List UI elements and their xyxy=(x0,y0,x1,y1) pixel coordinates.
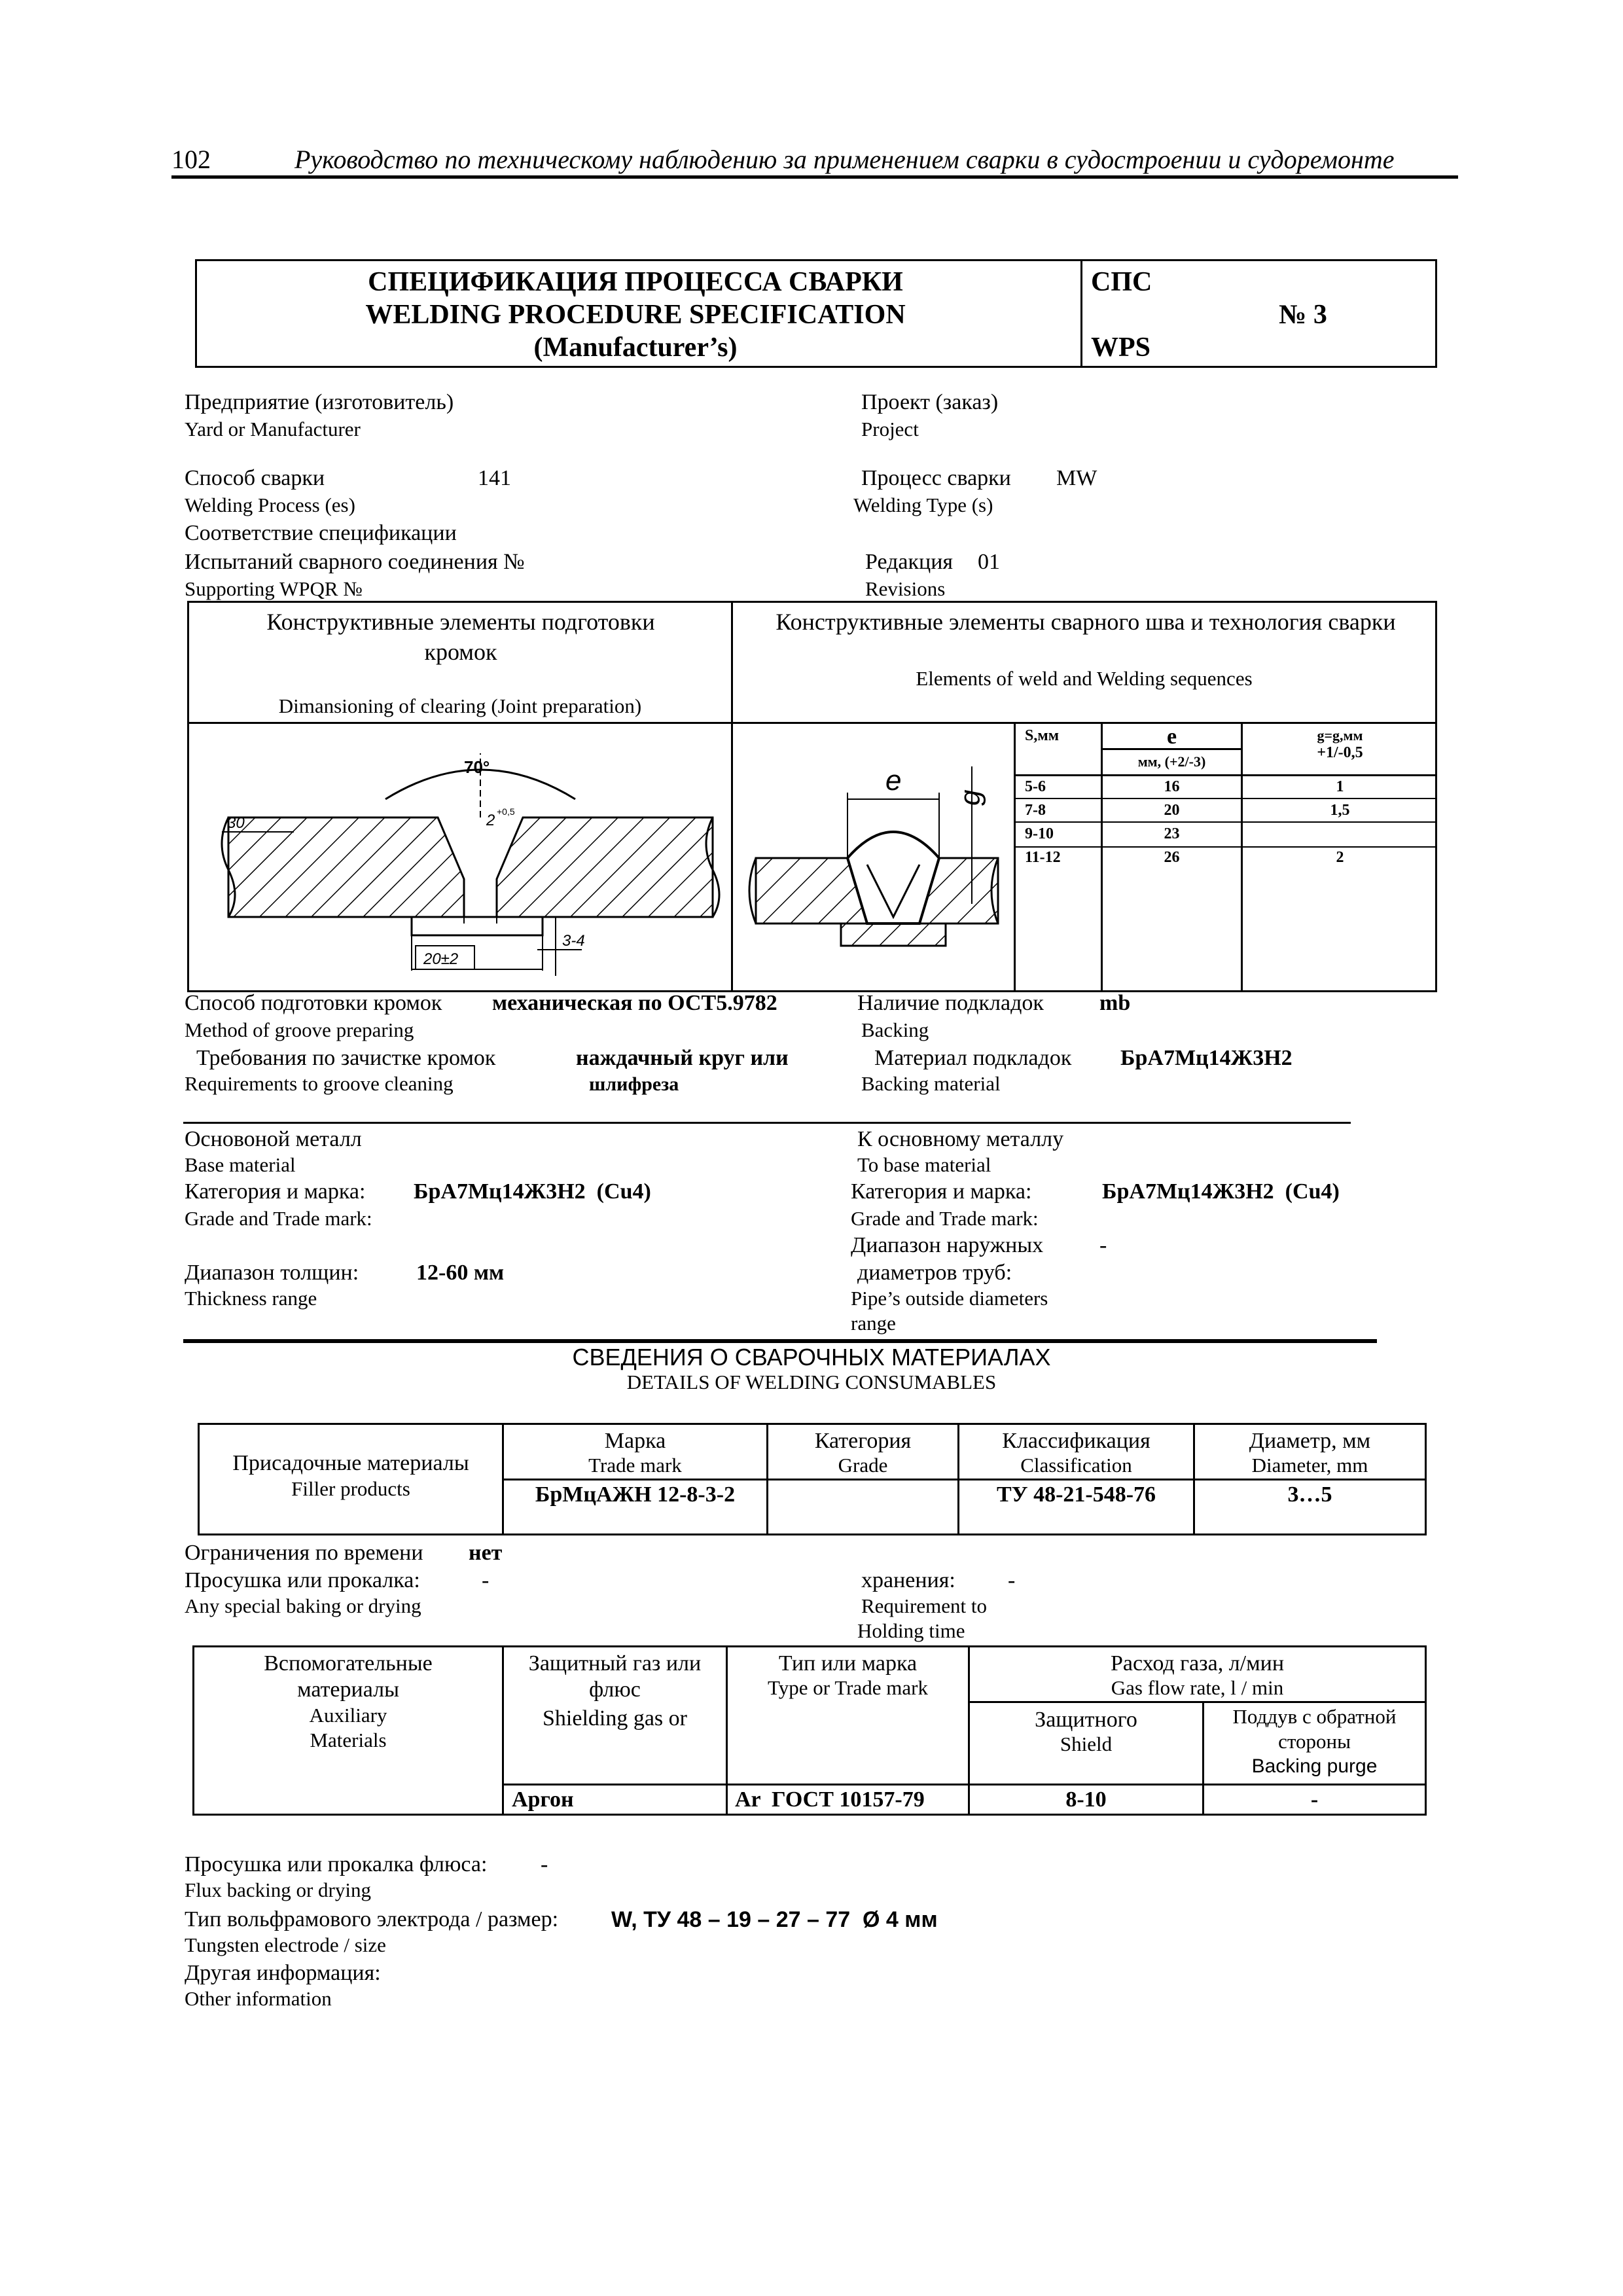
dims-row-line-2 xyxy=(1016,821,1437,823)
flux-label: Просушка или прокалка флюса: xyxy=(185,1852,488,1876)
right-header-ru: Конструктивные элементы сварного шва и технология сварки xyxy=(776,609,1396,635)
other-info-label-en: Other information xyxy=(185,1987,332,2010)
dims-row-1-s: 5-6 xyxy=(1025,778,1046,795)
title-divider xyxy=(1080,261,1082,366)
section-rule-1 xyxy=(183,1122,1351,1124)
flow-header: Расход газа, л/мин xyxy=(1110,1651,1285,1676)
weld-drawing xyxy=(736,727,1011,989)
cleaning-label-en: Requirements to groove cleaning xyxy=(185,1072,454,1095)
dims-header-line xyxy=(1016,774,1437,776)
conformity-label: Соответствие спецификации xyxy=(185,521,457,545)
backing-label-en: Backing xyxy=(861,1018,929,1041)
manufacturer-label: Предприятие (изготовитель) xyxy=(185,390,454,414)
to-base-label: К основному металлу xyxy=(857,1127,1064,1151)
dims-s-header: S,мм xyxy=(1025,727,1060,744)
project-label-en: Project xyxy=(861,418,919,440)
thickness-value: 12-60 мм xyxy=(416,1261,505,1285)
storage-label: хранения: xyxy=(861,1568,955,1592)
gas-header-2: флюс xyxy=(589,1677,641,1702)
revision-value: 01 xyxy=(978,550,1000,574)
class-value: ТУ 48-21-548-76 xyxy=(996,1482,1156,1507)
aux-flow-line xyxy=(968,1701,1425,1703)
gas-header-en: Shielding gas or xyxy=(543,1706,687,1731)
storage-value: - xyxy=(1008,1568,1016,1592)
class-header: Классификация xyxy=(1002,1429,1150,1453)
backing-width-label: 20±2 xyxy=(423,950,459,968)
left-header-ru: Конструктивные элементы подготовки кромок xyxy=(266,609,655,665)
dims-row-1-e: 16 xyxy=(1164,778,1180,795)
diam-header-en: Diameter, mm xyxy=(1251,1454,1368,1477)
dims-row-2-g: 1,5 xyxy=(1330,802,1350,819)
tungsten-label-en: Tungsten electrode / size xyxy=(185,1933,386,1956)
dims-row-4-g: 2 xyxy=(1336,849,1344,866)
time-limit-value: нет xyxy=(469,1541,503,1565)
offset-label: 3-4 xyxy=(562,932,585,950)
type-label-en: Welding Type (s) xyxy=(853,493,993,516)
revision-label: Редакция xyxy=(865,550,954,574)
class-header-en: Classification xyxy=(1020,1454,1132,1477)
type-header: Тип или марка xyxy=(778,1651,918,1676)
wps-number: № 3 xyxy=(1279,300,1327,330)
thickness-label: Диапазон толщин: xyxy=(185,1261,359,1285)
diam-header: Диаметр, мм xyxy=(1249,1429,1371,1453)
type-value-cell: Ar ГОСТ 10157-79 xyxy=(735,1787,925,1812)
cleaning-label: Требования по зачистке кромок xyxy=(196,1046,496,1070)
base-metal-label-en: Base material xyxy=(185,1153,296,1176)
gas-value: Аргон xyxy=(512,1787,574,1812)
code-en: WPS xyxy=(1091,332,1151,363)
diam-label-2: диаметров труб: xyxy=(857,1261,1012,1285)
backing-material-label: Материал подкладок xyxy=(874,1046,1072,1070)
backing-value: mb xyxy=(1099,991,1131,1015)
shield-value: 8-10 xyxy=(1065,1787,1107,1812)
aux-label-2: материалы xyxy=(297,1677,399,1702)
type-label: Процесс сварки xyxy=(861,466,1011,490)
title-subtitle: (Manufacturer’s) xyxy=(533,332,738,363)
consumables-title-en: DETAILS OF WELDING CONSUMABLES xyxy=(626,1371,997,1393)
grade-label-en: Grade and Trade mark: xyxy=(185,1207,372,1230)
joint-col-divider xyxy=(731,603,733,990)
diam-value: - xyxy=(1099,1233,1107,1257)
page-number: 102 xyxy=(171,145,211,174)
dims-e-header: e xyxy=(1166,725,1177,749)
aux-label-en-1: Auxiliary xyxy=(309,1704,387,1727)
thickness-label-en: Thickness range xyxy=(185,1287,317,1310)
manufacturer-label-en: Yard or Manufacturer xyxy=(185,418,361,440)
angle-label: 70° xyxy=(464,757,490,777)
revision-label-en: Revisions xyxy=(865,577,946,600)
dims-e-sub: мм, (+2/-3) xyxy=(1137,753,1206,770)
shield-header-en: Shield xyxy=(1060,1732,1113,1755)
filler-header-line xyxy=(502,1479,1425,1480)
cleaning-value-1: наждачный круг или xyxy=(576,1046,789,1070)
process-label-en: Welding Process (es) xyxy=(185,493,355,516)
auxiliary-table xyxy=(192,1645,1427,1816)
title-ru: СПЕЦИФИКАЦИЯ ПРОЦЕССА СВАРКИ xyxy=(368,267,903,297)
running-title: Руководство по техническому наблюдению за применением сварки в судостроении и судоремонте xyxy=(294,145,1395,174)
dims-row-line-3 xyxy=(1016,846,1437,848)
grade-header-en: Grade xyxy=(838,1454,888,1477)
type-header-en: Type or Trade mark xyxy=(768,1676,928,1699)
grade2-label-en: Grade and Trade mark: xyxy=(851,1207,1039,1230)
diam-value-cell: 3…5 xyxy=(1287,1482,1332,1507)
baking-label: Просушка или прокалка: xyxy=(185,1568,420,1592)
other-info-label: Другая информация: xyxy=(185,1961,381,1985)
aux-label-en-2: Materials xyxy=(310,1729,387,1751)
cleaning-value-2: шлифреза xyxy=(589,1073,679,1095)
base-metal-label: Основоной металл xyxy=(185,1127,362,1151)
gas-header-1: Защитный газ или xyxy=(528,1651,702,1676)
dims-row-2-s: 7-8 xyxy=(1025,802,1046,819)
grade-label: Категория и марка: xyxy=(185,1179,366,1204)
grade-header: Категория xyxy=(814,1429,912,1453)
dims-table xyxy=(1014,722,1437,990)
flux-label-en: Flux backing or drying xyxy=(185,1878,371,1901)
dims-row-4-s: 11-12 xyxy=(1025,849,1061,866)
dims-row-4-e: 26 xyxy=(1164,849,1180,866)
code-ru: СПС xyxy=(1091,267,1152,297)
baking-label-en: Any special baking or drying xyxy=(185,1594,421,1617)
dims-row-3-s: 9-10 xyxy=(1025,825,1054,842)
right-header-en: Elements of weld and Welding sequences xyxy=(916,667,1253,690)
dims-row-2-e: 20 xyxy=(1164,802,1180,819)
backing-material-value: БрА7Мц14Ж3Н2 xyxy=(1120,1046,1293,1070)
grade2-label: Категория и марка: xyxy=(851,1179,1032,1204)
filler-label: Присадочные материалы xyxy=(232,1451,469,1475)
mark-header: Марка xyxy=(604,1429,666,1453)
filler-label-en: Filler products xyxy=(291,1477,410,1500)
dims-row-3-e: 23 xyxy=(1164,825,1180,842)
dims-row-line-1 xyxy=(1016,798,1437,799)
type-value: MW xyxy=(1056,466,1097,490)
process-label: Способ сварки xyxy=(185,466,325,490)
diam-label-1: Диапазон наружных xyxy=(851,1233,1044,1257)
tungsten-value: W, ТУ 48 – 19 – 27 – 77 Ø 4 мм xyxy=(611,1907,938,1932)
dims-g-sub: +1/-0,5 xyxy=(1317,744,1363,761)
grade2-value: БрА7Мц14Ж3Н2 (Cu4) xyxy=(1102,1179,1340,1204)
dims-row-1-g: 1 xyxy=(1336,778,1344,795)
to-base-label-en: To base material xyxy=(857,1153,991,1176)
time-limit-label: Ограничения по времени xyxy=(185,1541,423,1565)
header-rule xyxy=(171,175,1458,179)
aux-value-line xyxy=(502,1784,1425,1785)
joint-preparation-drawing xyxy=(215,727,726,989)
gap-label: 2 xyxy=(486,812,495,829)
bevel-label: 30 xyxy=(227,814,245,832)
tungsten-label: Тип вольфрамового электрода / размер: xyxy=(185,1907,559,1931)
aux-label-1: Вспомогательные xyxy=(264,1651,433,1676)
mark-value: БрМцАЖН 12-8-3-2 xyxy=(535,1482,736,1507)
purge-header-1: Поддув с обратной xyxy=(1232,1705,1397,1728)
wpqr-label-en: Supporting WPQR № xyxy=(185,577,363,600)
g-label: g xyxy=(954,789,986,806)
dims-g-header: g=g,мм xyxy=(1317,727,1363,744)
process-value: 141 xyxy=(478,466,511,490)
purge-value: - xyxy=(1310,1787,1319,1812)
gap-tolerance: +0,5 xyxy=(497,806,515,817)
consumables-title: СВЕДЕНИЯ О СВАРОЧНЫХ МАТЕРИАЛАХ xyxy=(572,1344,1051,1371)
backing-material-label-en: Backing material xyxy=(861,1072,1001,1095)
flux-value: - xyxy=(541,1852,548,1876)
diam-label-en-2: range xyxy=(851,1312,896,1335)
e-label: e xyxy=(885,764,902,797)
backing-label: Наличие подкладок xyxy=(857,991,1044,1015)
shield-header: Защитного xyxy=(1035,1708,1137,1732)
wpqr-label: Испытаний сварного соединения № xyxy=(185,550,525,574)
storage-label-en-2: Holding time xyxy=(857,1619,965,1642)
purge-header-en: Backing purge xyxy=(1251,1755,1378,1777)
title-block xyxy=(195,259,1437,368)
flow-header-en: Gas flow rate, l / min xyxy=(1111,1676,1284,1699)
diam-label-en-1: Pipe’s outside diameters xyxy=(851,1287,1048,1310)
left-header-en: Dimansioning of clearing (Joint preparation) xyxy=(278,694,642,717)
title-en: WELDING PROCEDURE SPECIFICATION xyxy=(365,300,906,330)
prep-method-label-en: Method of groove preparing xyxy=(185,1018,414,1041)
purge-header-2: стороны xyxy=(1278,1730,1351,1753)
section-rule-2 xyxy=(183,1339,1377,1343)
prep-method-value: механическая по ОСТ5.9782 xyxy=(492,991,777,1015)
mark-header-en: Trade mark xyxy=(588,1454,682,1477)
joint-table xyxy=(187,601,1437,992)
prep-method-label: Способ подготовки кромок xyxy=(185,991,442,1015)
storage-label-en-1: Requirement to xyxy=(861,1594,987,1617)
grade-value: БрА7Мц14Ж3Н2 (Cu4) xyxy=(414,1179,651,1204)
project-label: Проект (заказ) xyxy=(861,390,999,414)
baking-value: - xyxy=(482,1568,490,1592)
filler-table xyxy=(198,1423,1427,1535)
